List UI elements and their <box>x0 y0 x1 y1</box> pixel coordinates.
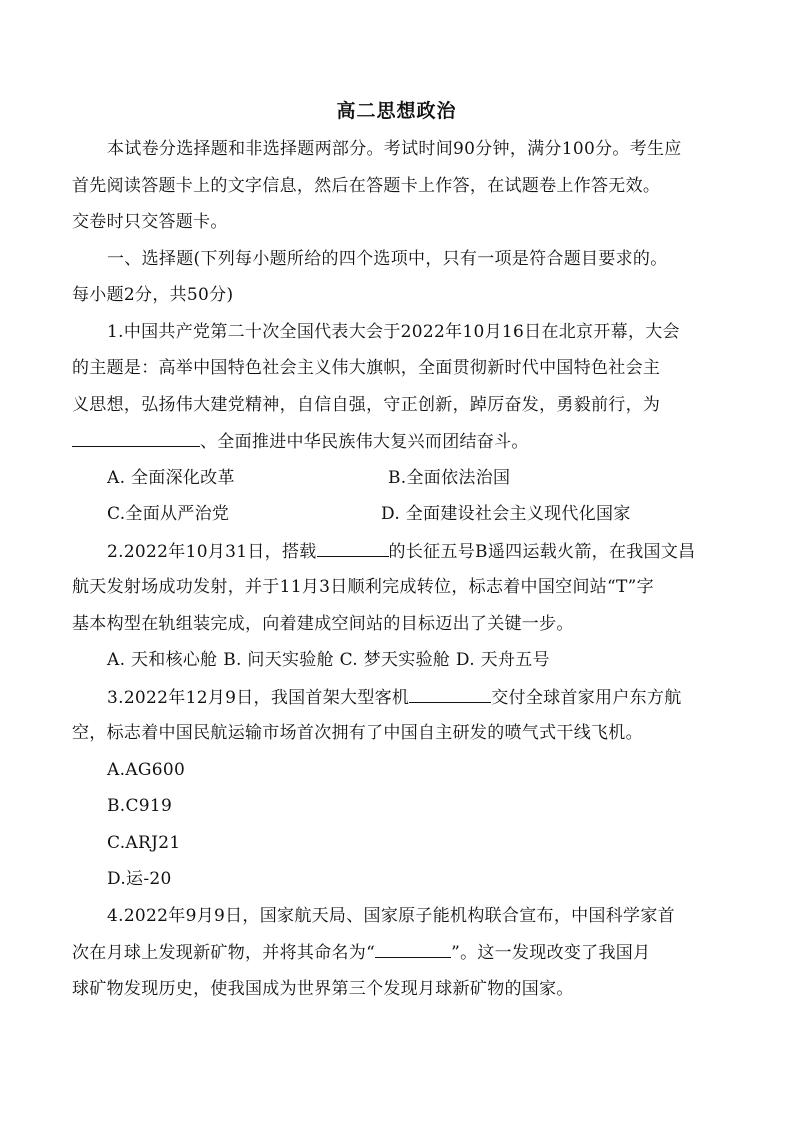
q4-line-1: 4.2022年9月9日，国家航天局、国家原子能机构联合宣布，中国科学家首 <box>107 906 675 926</box>
q1-line-4-text: 、全面推进中华民族伟大复兴而团结奋斗。 <box>200 432 529 452</box>
intro-line-3: 交卷时只交答题卡。 <box>72 212 228 232</box>
q4-line-2-after: ”。这一发现改变了我国月 <box>451 943 651 963</box>
q4-line-2-before: 次在月球上发现新矿物，并将其命名为“ <box>72 943 376 963</box>
q3-line-1-before: 3.2022年12月9日，我国首架大型客机 <box>107 688 410 708</box>
q1-line-4 <box>72 430 529 453</box>
q2-line-1-before: 2.2022年10月31日，搭载 <box>107 542 317 562</box>
q3-option-d: D.运-20 <box>107 869 172 889</box>
section-header-line-2: 每小题2分，共50分) <box>72 285 234 305</box>
q1-line-3: 义思想，弘扬伟大建党精神，自信自强，守正创新，踔厉奋发，勇毅前行，为 <box>72 395 661 415</box>
q1-line-1: 1.中国共产党第二十次全国代表大会于2022年10月16日在北京开幕，大会 <box>107 322 680 342</box>
page-title: 高二思想政治 <box>336 100 457 122</box>
q2-options: A. 天和核心舱 B. 问天实验舱 C. 梦天实验舱 D. 天舟五号 <box>107 650 550 670</box>
q3-line-1 <box>107 686 682 709</box>
section-header-line-1: 一、选择题(下列每小题所给的四个选项中，只有一项是符合题目要求的。 <box>107 249 668 269</box>
intro-line-2: 首先阅读答题卡上的文字信息，然后在答题卡上作答，在试题卷上作答无效。 <box>72 176 661 196</box>
q3-answer-blank <box>409 686 491 703</box>
q2-line-3: 基本构型在轨组装完成，向着建成空间站的目标迈出了关键一步。 <box>72 614 574 634</box>
q1-option-b: B.全面依法治国 <box>388 468 511 488</box>
q1-option-d: D. 全面建设社会主义现代化国家 <box>381 504 631 524</box>
q1-answer-blank <box>72 430 200 447</box>
q2-line-1 <box>107 540 695 563</box>
intro-line-1: 本试卷分选择题和非选择题两部分。考试时间90分钟，满分100分。考生应 <box>107 139 682 159</box>
q3-option-b: B.C919 <box>107 796 173 816</box>
q4-answer-blank <box>375 941 451 958</box>
q4-line-2 <box>72 941 650 964</box>
q3-option-c: C.ARJ21 <box>107 833 181 853</box>
q4-line-3: 球矿物发现历史，使我国成为世界第三个发现月球新矿物的国家。 <box>72 979 574 999</box>
q2-line-1-after: 的长征五号B遥四运载火箭，在我国文昌 <box>388 542 696 562</box>
q2-line-2: 航天发射场成功发射，并于11月3日顺利完成转位，标志着中国空间站“T”字 <box>72 577 654 597</box>
q1-option-c: C.全面从严治党 <box>107 504 230 524</box>
q2-answer-blank <box>317 540 389 557</box>
q3-line-1-after: 交付全球首家用户东方航 <box>491 688 682 708</box>
q1-line-2: 的主题是：高举中国特色社会主义伟大旗帜，全面贯彻新时代中国特色社会主 <box>72 358 661 378</box>
q3-option-a: A.AG600 <box>107 760 186 780</box>
q3-line-2: 空，标志着中国民航运输市场首次拥有了中国自主研发的喷气式干线飞机。 <box>72 723 643 743</box>
q1-option-a: A. 全面深化改革 <box>107 468 235 488</box>
